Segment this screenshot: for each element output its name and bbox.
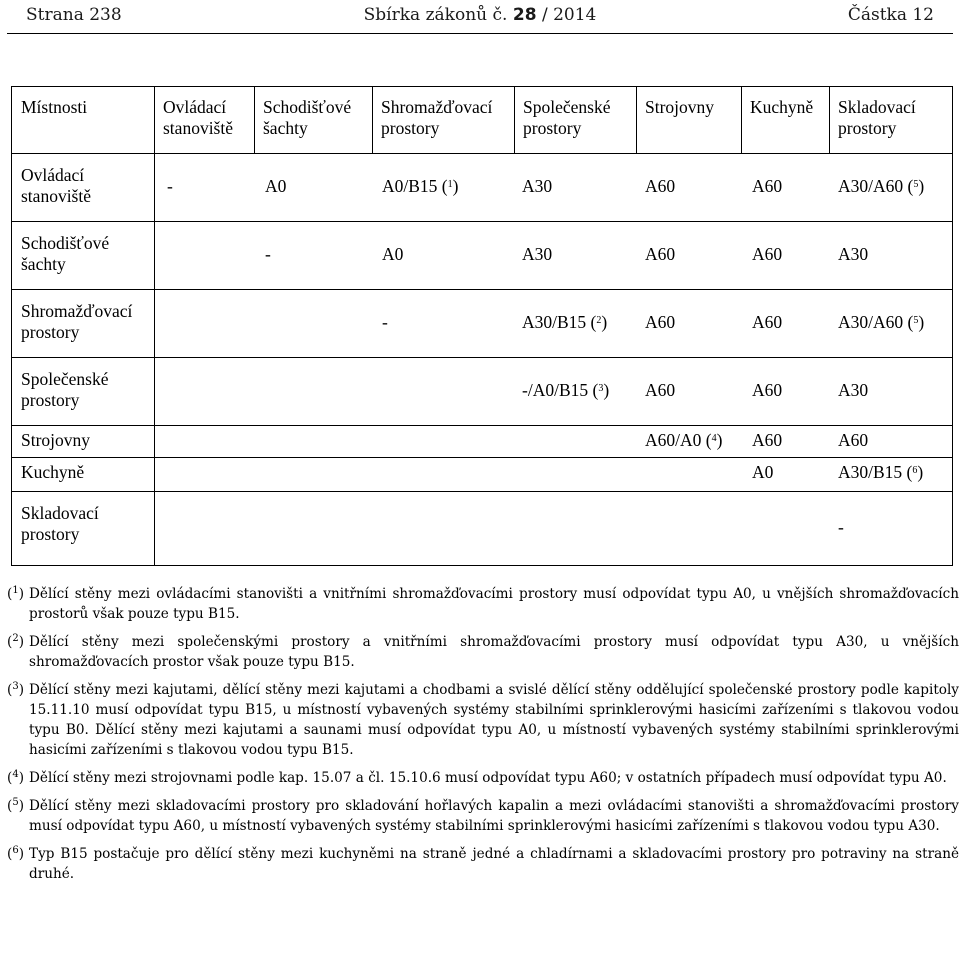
cell-value: - bbox=[265, 244, 271, 264]
footnote-ref: 3 bbox=[598, 383, 604, 394]
page-header bbox=[0, 0, 960, 32]
table-column-divider bbox=[829, 87, 830, 153]
table-cell bbox=[838, 380, 868, 401]
footnote-mark: ($^2$) bbox=[7, 633, 24, 650]
cell-value: A60 bbox=[752, 430, 783, 450]
footnote-number: 3 bbox=[12, 681, 19, 692]
column-header: Strojovny bbox=[645, 97, 715, 117]
cell-value: A60/A0 ( bbox=[645, 430, 712, 450]
row-header: Schodišťové šachty bbox=[21, 233, 110, 274]
table-cell: A60/A0 ($^4$) bbox=[645, 430, 723, 450]
table-column-divider bbox=[372, 87, 373, 153]
table-cell bbox=[645, 176, 675, 197]
row-header: Strojovny bbox=[21, 430, 91, 450]
cell-value: A30 bbox=[838, 244, 869, 264]
cell-value: A60 bbox=[752, 244, 783, 264]
footnotes bbox=[7, 584, 959, 892]
footnote bbox=[7, 680, 959, 760]
footnote-number: 6 bbox=[12, 845, 19, 856]
table-row-divider bbox=[12, 425, 952, 426]
footnote bbox=[7, 844, 959, 884]
table-cell: A30/B15 ($^6$) bbox=[838, 462, 924, 482]
table-cell bbox=[645, 312, 675, 333]
collection-separator: / bbox=[541, 5, 548, 25]
table-cell: A30/A60 ($^5$) bbox=[838, 176, 925, 196]
footnote-number: 2 bbox=[12, 633, 19, 644]
cell-value: A60 bbox=[645, 176, 676, 196]
cell-value: A60 bbox=[645, 380, 676, 400]
column-header: Skladovací prostory bbox=[838, 97, 916, 138]
column-header: Schodišťové šachty bbox=[263, 97, 352, 138]
column-header: Společenské prostory bbox=[523, 97, 611, 138]
footnote-mark: ($^3$) bbox=[7, 681, 24, 698]
table-cell bbox=[752, 462, 773, 483]
row-header: Společenské prostory bbox=[21, 369, 109, 410]
footnote-ref: 5 bbox=[913, 315, 919, 326]
table-cell: A0/B15 ($^1$) bbox=[382, 176, 459, 196]
table-cell bbox=[522, 244, 552, 265]
footnote-text: Dělící stěny mezi ovládacími stanovišti a vnitřními shromažďovacími prostory musí odpovídat typu A0, u vnějších shromažďovacích prostorů však pouze typu B15. bbox=[29, 586, 959, 622]
cell-value: A30 bbox=[838, 380, 869, 400]
footnote-number: 1 bbox=[12, 585, 19, 596]
table-cell bbox=[838, 517, 844, 538]
collection-year: 2014 bbox=[553, 5, 597, 25]
table-cell bbox=[265, 244, 271, 265]
collection-title bbox=[0, 5, 960, 25]
cell-value: A60 bbox=[645, 312, 676, 332]
cell-value: A30 bbox=[522, 176, 553, 196]
column-header: Kuchyně bbox=[750, 97, 814, 117]
footnote-ref: 6 bbox=[912, 465, 918, 476]
table-cell bbox=[752, 176, 782, 197]
row-header: Skladovací prostory bbox=[21, 503, 99, 544]
footnote-text: Dělící stěny mezi společenskými prostory a vnitřními shromažďovacími prostory musí odpovídat typu A30, u vnějších shromažďovacích prostor však pouze typu B15. bbox=[29, 634, 959, 670]
part-number: Částka 12 bbox=[847, 5, 934, 25]
table-cell bbox=[522, 176, 552, 197]
footnote-text: Dělící stěny mezi skladovacími prostory pro skladování hořlavých kapalin a mezi ovládacími stanovišti a shromažďovacími prostory musí odpovídat typu A60, u místností vybavených systémy stabilními sprinklerovými hasicími zařízeními s tlakovou vodou typu A30. bbox=[29, 798, 959, 834]
table-row-divider bbox=[12, 153, 952, 154]
cell-value: A0 bbox=[752, 462, 774, 482]
footnote-number: 4 bbox=[12, 769, 19, 780]
cell-value: A0/B15 ( bbox=[382, 176, 448, 196]
table-row-divider bbox=[12, 357, 952, 358]
cell-value: A0 bbox=[265, 176, 287, 196]
cell-value: A60 bbox=[752, 380, 783, 400]
footnote-text: Typ B15 postačuje pro dělící stěny mezi kuchyněmi na straně jedné a chladírnami a skladovacími prostory pro potraviny na straně druhé. bbox=[29, 846, 959, 882]
footnote-ref: 1 bbox=[447, 179, 453, 190]
table-cell: A30/A60 ($^5$) bbox=[838, 312, 925, 332]
footnote-mark: ($^1$) bbox=[7, 585, 24, 602]
table-cell bbox=[838, 244, 868, 265]
cell-value: A30/B15 ( bbox=[838, 462, 913, 482]
cell-value: A60 bbox=[838, 430, 869, 450]
table-cell bbox=[752, 380, 782, 401]
table-row-divider bbox=[12, 491, 952, 492]
row-header: Shromažďovací prostory bbox=[21, 301, 133, 342]
table-cell bbox=[382, 244, 403, 265]
footnote-ref: 4 bbox=[711, 433, 717, 444]
table-cell: -/A0/B15 ($^3$) bbox=[522, 380, 610, 400]
table-column-divider bbox=[154, 87, 155, 565]
row-header: Kuchyně bbox=[21, 462, 85, 482]
table-row-divider bbox=[12, 289, 952, 290]
cell-value: A30/A60 ( bbox=[838, 176, 914, 196]
table-cell bbox=[838, 430, 868, 451]
table-column-divider bbox=[254, 87, 255, 153]
header-rule bbox=[7, 33, 953, 34]
footnote-text: Dělící stěny mezi strojovnami podle kap. 15.07 a čl. 15.10.6 musí odpovídat typu A60; v ostatních případech musí odpovídat typu A0. bbox=[29, 770, 947, 786]
cell-value: A30 bbox=[522, 244, 553, 264]
footnote-ref: 5 bbox=[913, 179, 919, 190]
table-cell bbox=[752, 312, 782, 333]
row-header: Ovládací stanoviště bbox=[21, 165, 91, 206]
cell-value: A60 bbox=[752, 312, 783, 332]
fire-separation-table bbox=[11, 86, 953, 566]
collection-label: Sbírka zákonů č. bbox=[363, 5, 508, 25]
table-cell bbox=[382, 312, 388, 333]
cell-value: A30/A60 ( bbox=[838, 312, 914, 332]
column-header: Ovládací stanoviště bbox=[163, 97, 233, 138]
footnote bbox=[7, 768, 959, 788]
footnote-mark: ($^4$) bbox=[7, 769, 24, 786]
cell-value: - bbox=[167, 176, 173, 196]
page-number: Strana 238 bbox=[26, 5, 122, 25]
table-column-divider bbox=[514, 87, 515, 153]
table-row-divider bbox=[12, 457, 952, 458]
cell-value: A60 bbox=[645, 244, 676, 264]
column-header: Shromažďovací prostory bbox=[381, 97, 493, 138]
column-header: Místnosti bbox=[21, 97, 88, 117]
footnote-ref: 2 bbox=[596, 315, 602, 326]
footnote bbox=[7, 632, 959, 672]
table-cell bbox=[752, 430, 782, 451]
table-cell bbox=[645, 244, 675, 265]
cell-value: -/A0/B15 ( bbox=[522, 380, 599, 400]
footnote bbox=[7, 584, 959, 624]
table-cell bbox=[752, 244, 782, 265]
cell-value: A0 bbox=[382, 244, 404, 264]
footnote-mark: ($^6$) bbox=[7, 845, 24, 862]
footnote-mark: ($^5$) bbox=[7, 797, 24, 814]
footnote bbox=[7, 796, 959, 836]
table-cell bbox=[645, 380, 675, 401]
table-row-divider bbox=[12, 221, 952, 222]
footnote-text: Dělící stěny mezi kajutami, dělící stěny mezi kajutami a chodbami a svislé dělící stěny oddělující společenské prostory podle kapitoly 15.11.10 musí odpovídat typu B15, u místností vybavených systémy stabilními sprinklerovými hasicími zařízeními s tlakovou vodou typu B0. Dělící stěny mezi kajutami a saunami musí odpovídat typu A0, u místností vybavených systémy stabilními sprinklerovými hasicími zařízeními s tlakovou vodou typu B15. bbox=[29, 682, 959, 758]
table-cell: A30/B15 ($^2$) bbox=[522, 312, 608, 332]
table-column-divider bbox=[741, 87, 742, 153]
cell-value: A60 bbox=[752, 176, 783, 196]
cell-value: - bbox=[382, 312, 388, 332]
footnote-number: 5 bbox=[12, 797, 19, 808]
cell-value: A30/B15 ( bbox=[522, 312, 597, 332]
collection-number: 28 bbox=[512, 5, 537, 25]
table-cell bbox=[167, 176, 173, 197]
table-cell bbox=[265, 176, 286, 197]
cell-value: - bbox=[838, 517, 844, 537]
table-column-divider bbox=[636, 87, 637, 153]
